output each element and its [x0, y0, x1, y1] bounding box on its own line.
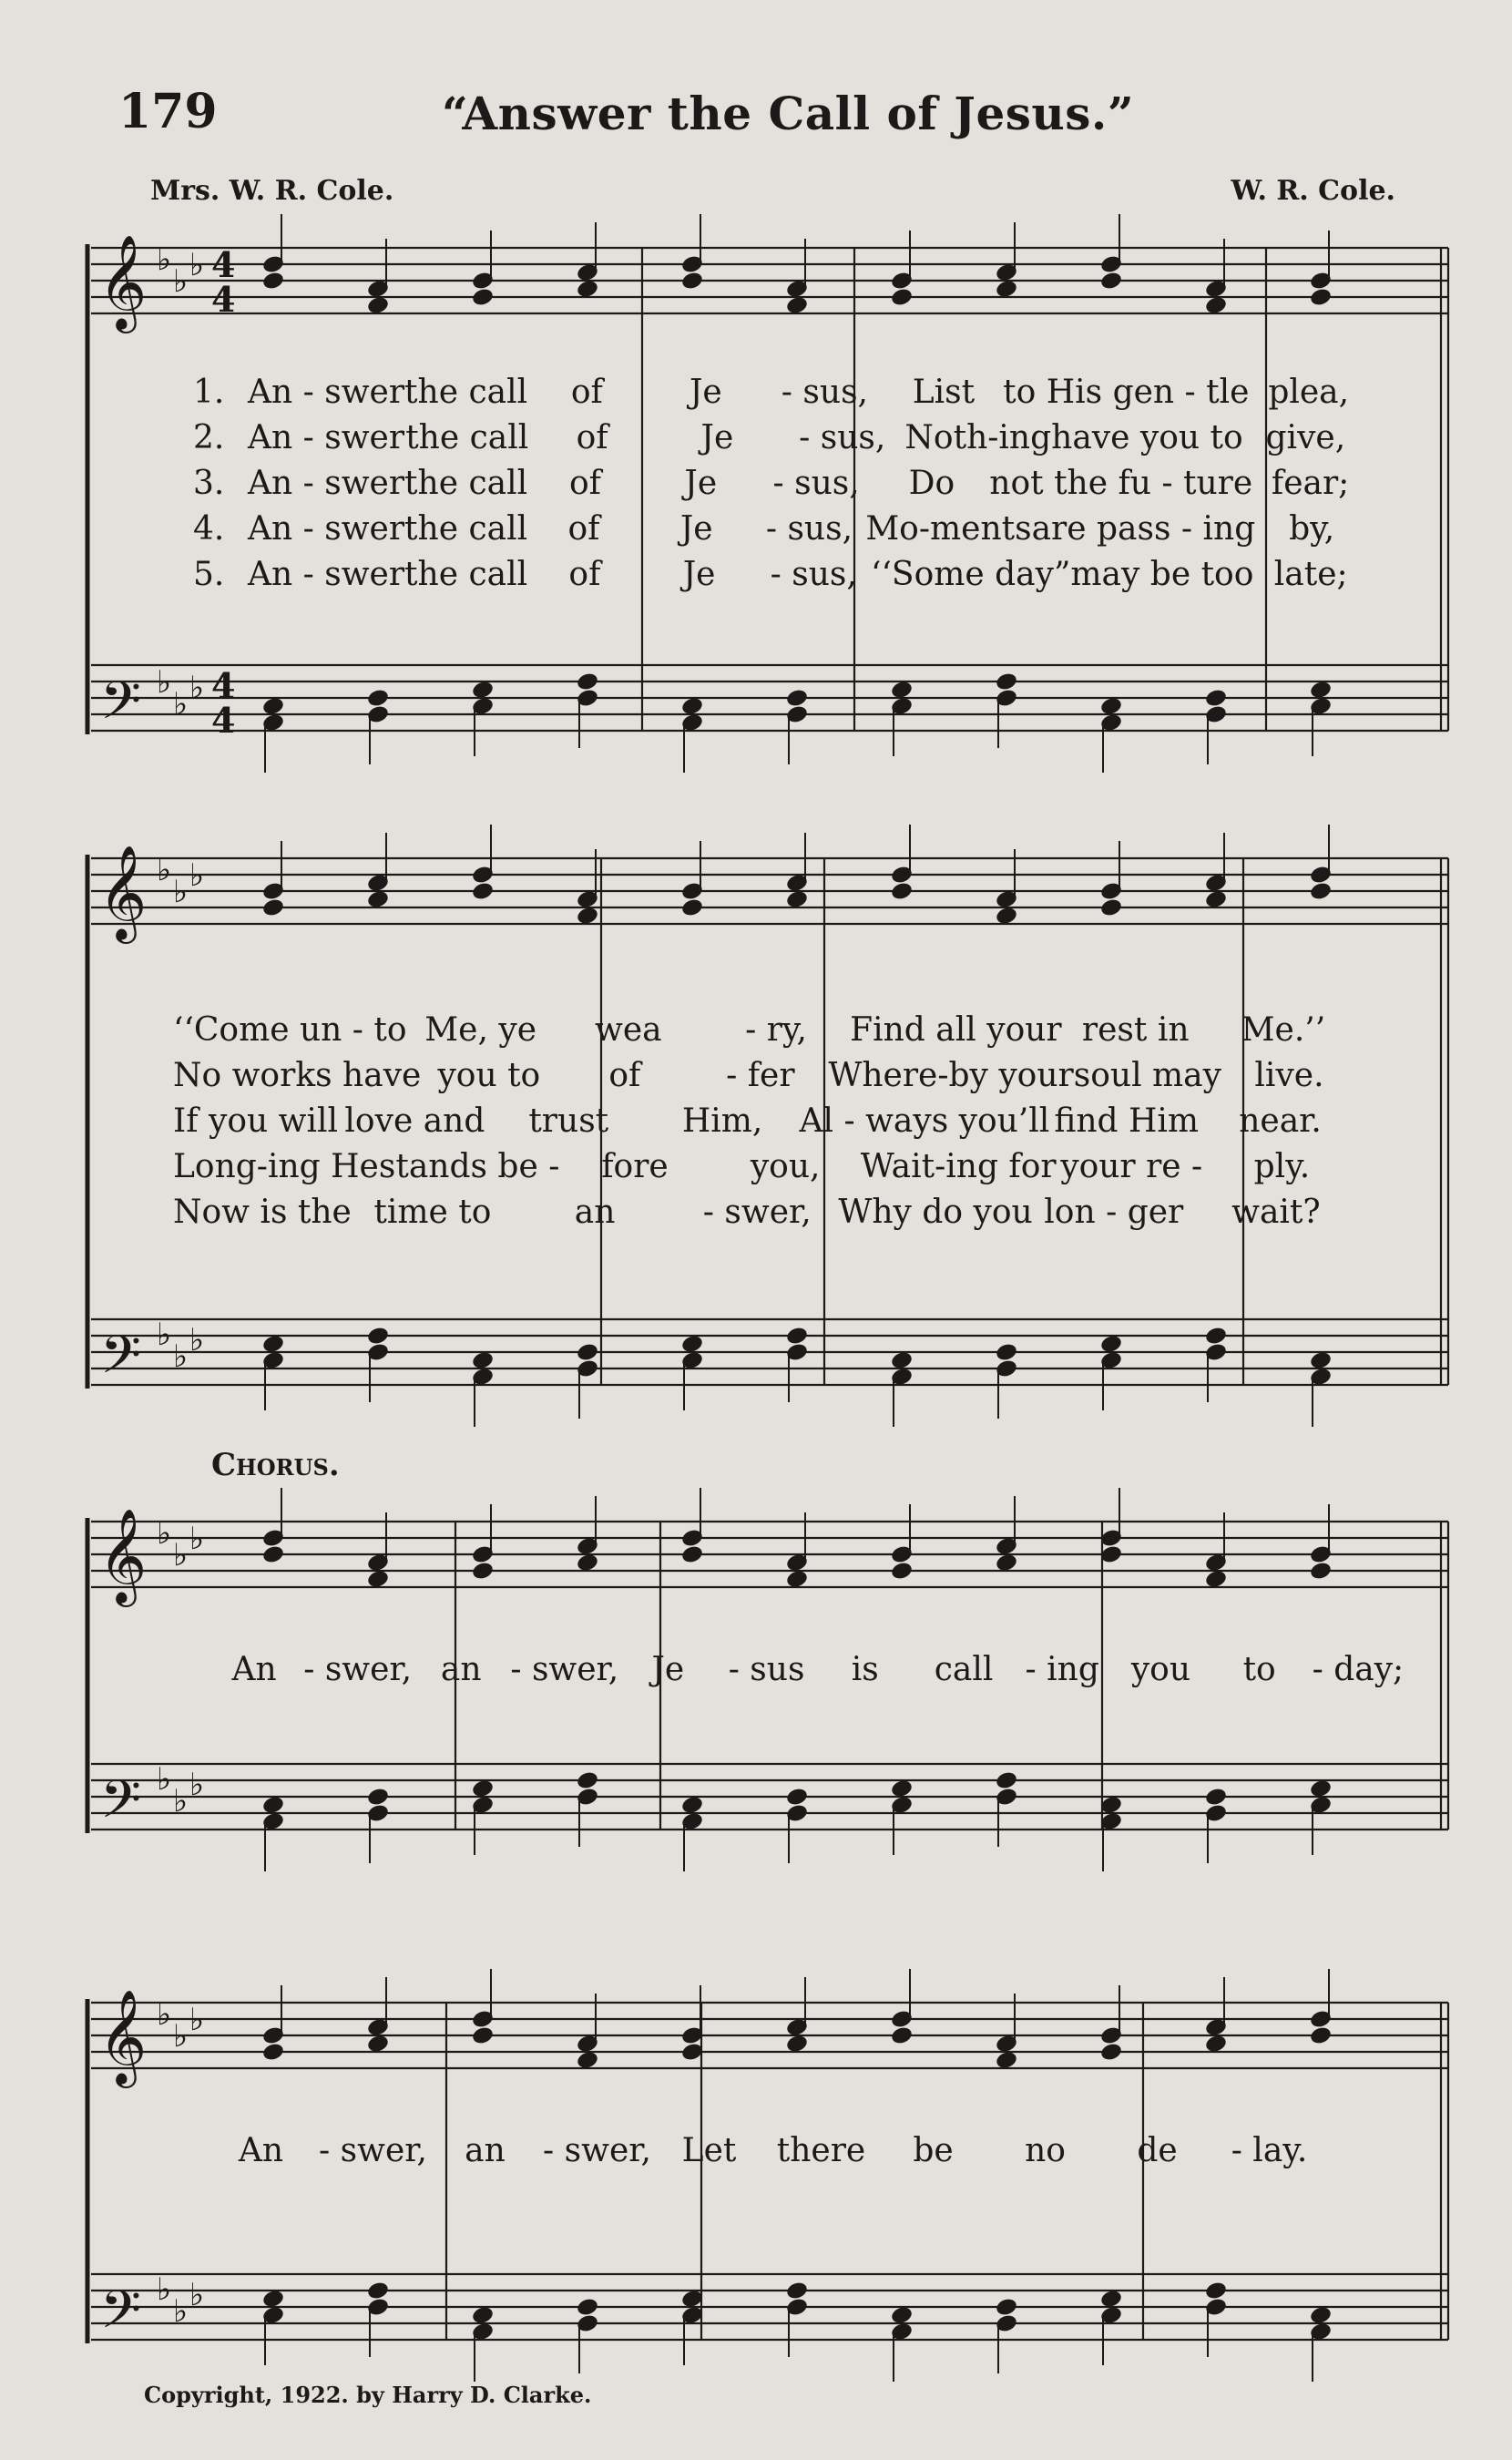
svg-text:♭: ♭ [173, 686, 189, 723]
svg-text:♭: ♭ [173, 263, 189, 300]
verse-4-line-b: Long-ing He stands be - fore you, Wait-ing for your re - ply. [173, 1148, 1311, 1185]
svg-text:♭: ♭ [157, 241, 172, 278]
svg-text:♭: ♭ [173, 874, 189, 910]
svg-text:♭: ♭ [189, 1521, 205, 1557]
verse-2-line-b: No works have you to of - fer Where-by your soul may live. [173, 1057, 1324, 1094]
svg-text:♭: ♭ [157, 664, 172, 701]
svg-text:♭: ♭ [173, 1537, 189, 1573]
svg-text:♭: ♭ [173, 1338, 189, 1375]
svg-text:♭: ♭ [157, 1761, 172, 1798]
verse-1-line-b: ‘‘Come un - to Me, ye wea - ry, Find all your rest in Me.’’ [173, 1011, 1326, 1049]
lyricist-credit: Mrs. W. R. Cole. [150, 175, 394, 207]
verse-1-line-a: 1. An - swer the call of Je - sus, List to His gen - tle plea, [193, 374, 1350, 411]
composer-credit: W. R. Cole. [1231, 175, 1395, 207]
svg-text:𝄞: 𝄞 [98, 1989, 148, 2085]
svg-text:4: 4 [211, 244, 236, 285]
copyright-notice: Copyright, 1922. by Harry D. Clarke. [144, 2382, 592, 2408]
hymn-title: “Answer the Call of Jesus.” [442, 87, 1135, 140]
svg-text:𝄞: 𝄞 [98, 1508, 148, 1604]
verse-5-line-b: Now is the time to an - swer, Why do you lon - ger wait? [173, 1194, 1321, 1231]
svg-text:♭: ♭ [189, 1767, 205, 1803]
chorus-line-2: An - swer, an - swer, Let there be no de - lay. [238, 2132, 1308, 2169]
svg-text:♭: ♭ [157, 1515, 172, 1552]
svg-text:𝄢: 𝄢 [100, 1324, 142, 1399]
svg-text:𝄢: 𝄢 [100, 2279, 142, 2353]
verse-3-line-b: If you will love and trust Him, Al - ways you’ll find Him near. [173, 1102, 1322, 1140]
chorus-line-1: An - swer, an - swer, Je - sus is call - ing you to - day; [231, 1651, 1405, 1688]
verse-4-line-a: 4. An - swer the call of Je - sus, Mo-ments are pass - ing by, [193, 510, 1335, 548]
svg-text:♭: ♭ [189, 857, 205, 894]
svg-text:4: 4 [211, 700, 236, 741]
svg-text:♭: ♭ [157, 1317, 172, 1353]
svg-text:𝄞: 𝄞 [98, 234, 148, 330]
svg-text:4: 4 [211, 279, 236, 320]
svg-text:♭: ♭ [157, 1996, 172, 2033]
verse-3-line-a: 3. An - swer the call of Je - sus, Do not the fu - ture fear; [193, 465, 1350, 502]
svg-text:♭: ♭ [189, 2002, 205, 2038]
svg-text:𝄢: 𝄢 [100, 1768, 142, 1843]
svg-text:♭: ♭ [189, 670, 205, 706]
verse-2-line-a: 2. An - swer the call of Je - sus, Noth-ing have you to give, [193, 419, 1346, 456]
svg-text:𝄞: 𝄞 [98, 845, 148, 940]
svg-text:♭: ♭ [157, 852, 172, 888]
svg-text:♭: ♭ [189, 1322, 205, 1358]
hymn-number: 179 [118, 84, 218, 139]
svg-text:♭: ♭ [173, 2018, 189, 2055]
svg-text:4: 4 [211, 665, 236, 706]
svg-text:♭: ♭ [173, 2293, 189, 2330]
svg-text:𝄢: 𝄢 [100, 670, 142, 744]
svg-text:♭: ♭ [157, 2271, 172, 2308]
chorus-label: Chorus. [211, 1447, 340, 1483]
svg-text:♭: ♭ [189, 2277, 205, 2313]
svg-text:♭: ♭ [173, 1783, 189, 1819]
staff-system1-treble [91, 248, 1448, 313]
verse-5-line-a: 5. An - swer the call of Je - sus, ‘‘Some day” may be too late; [193, 556, 1348, 593]
svg-text:♭: ♭ [189, 247, 205, 283]
